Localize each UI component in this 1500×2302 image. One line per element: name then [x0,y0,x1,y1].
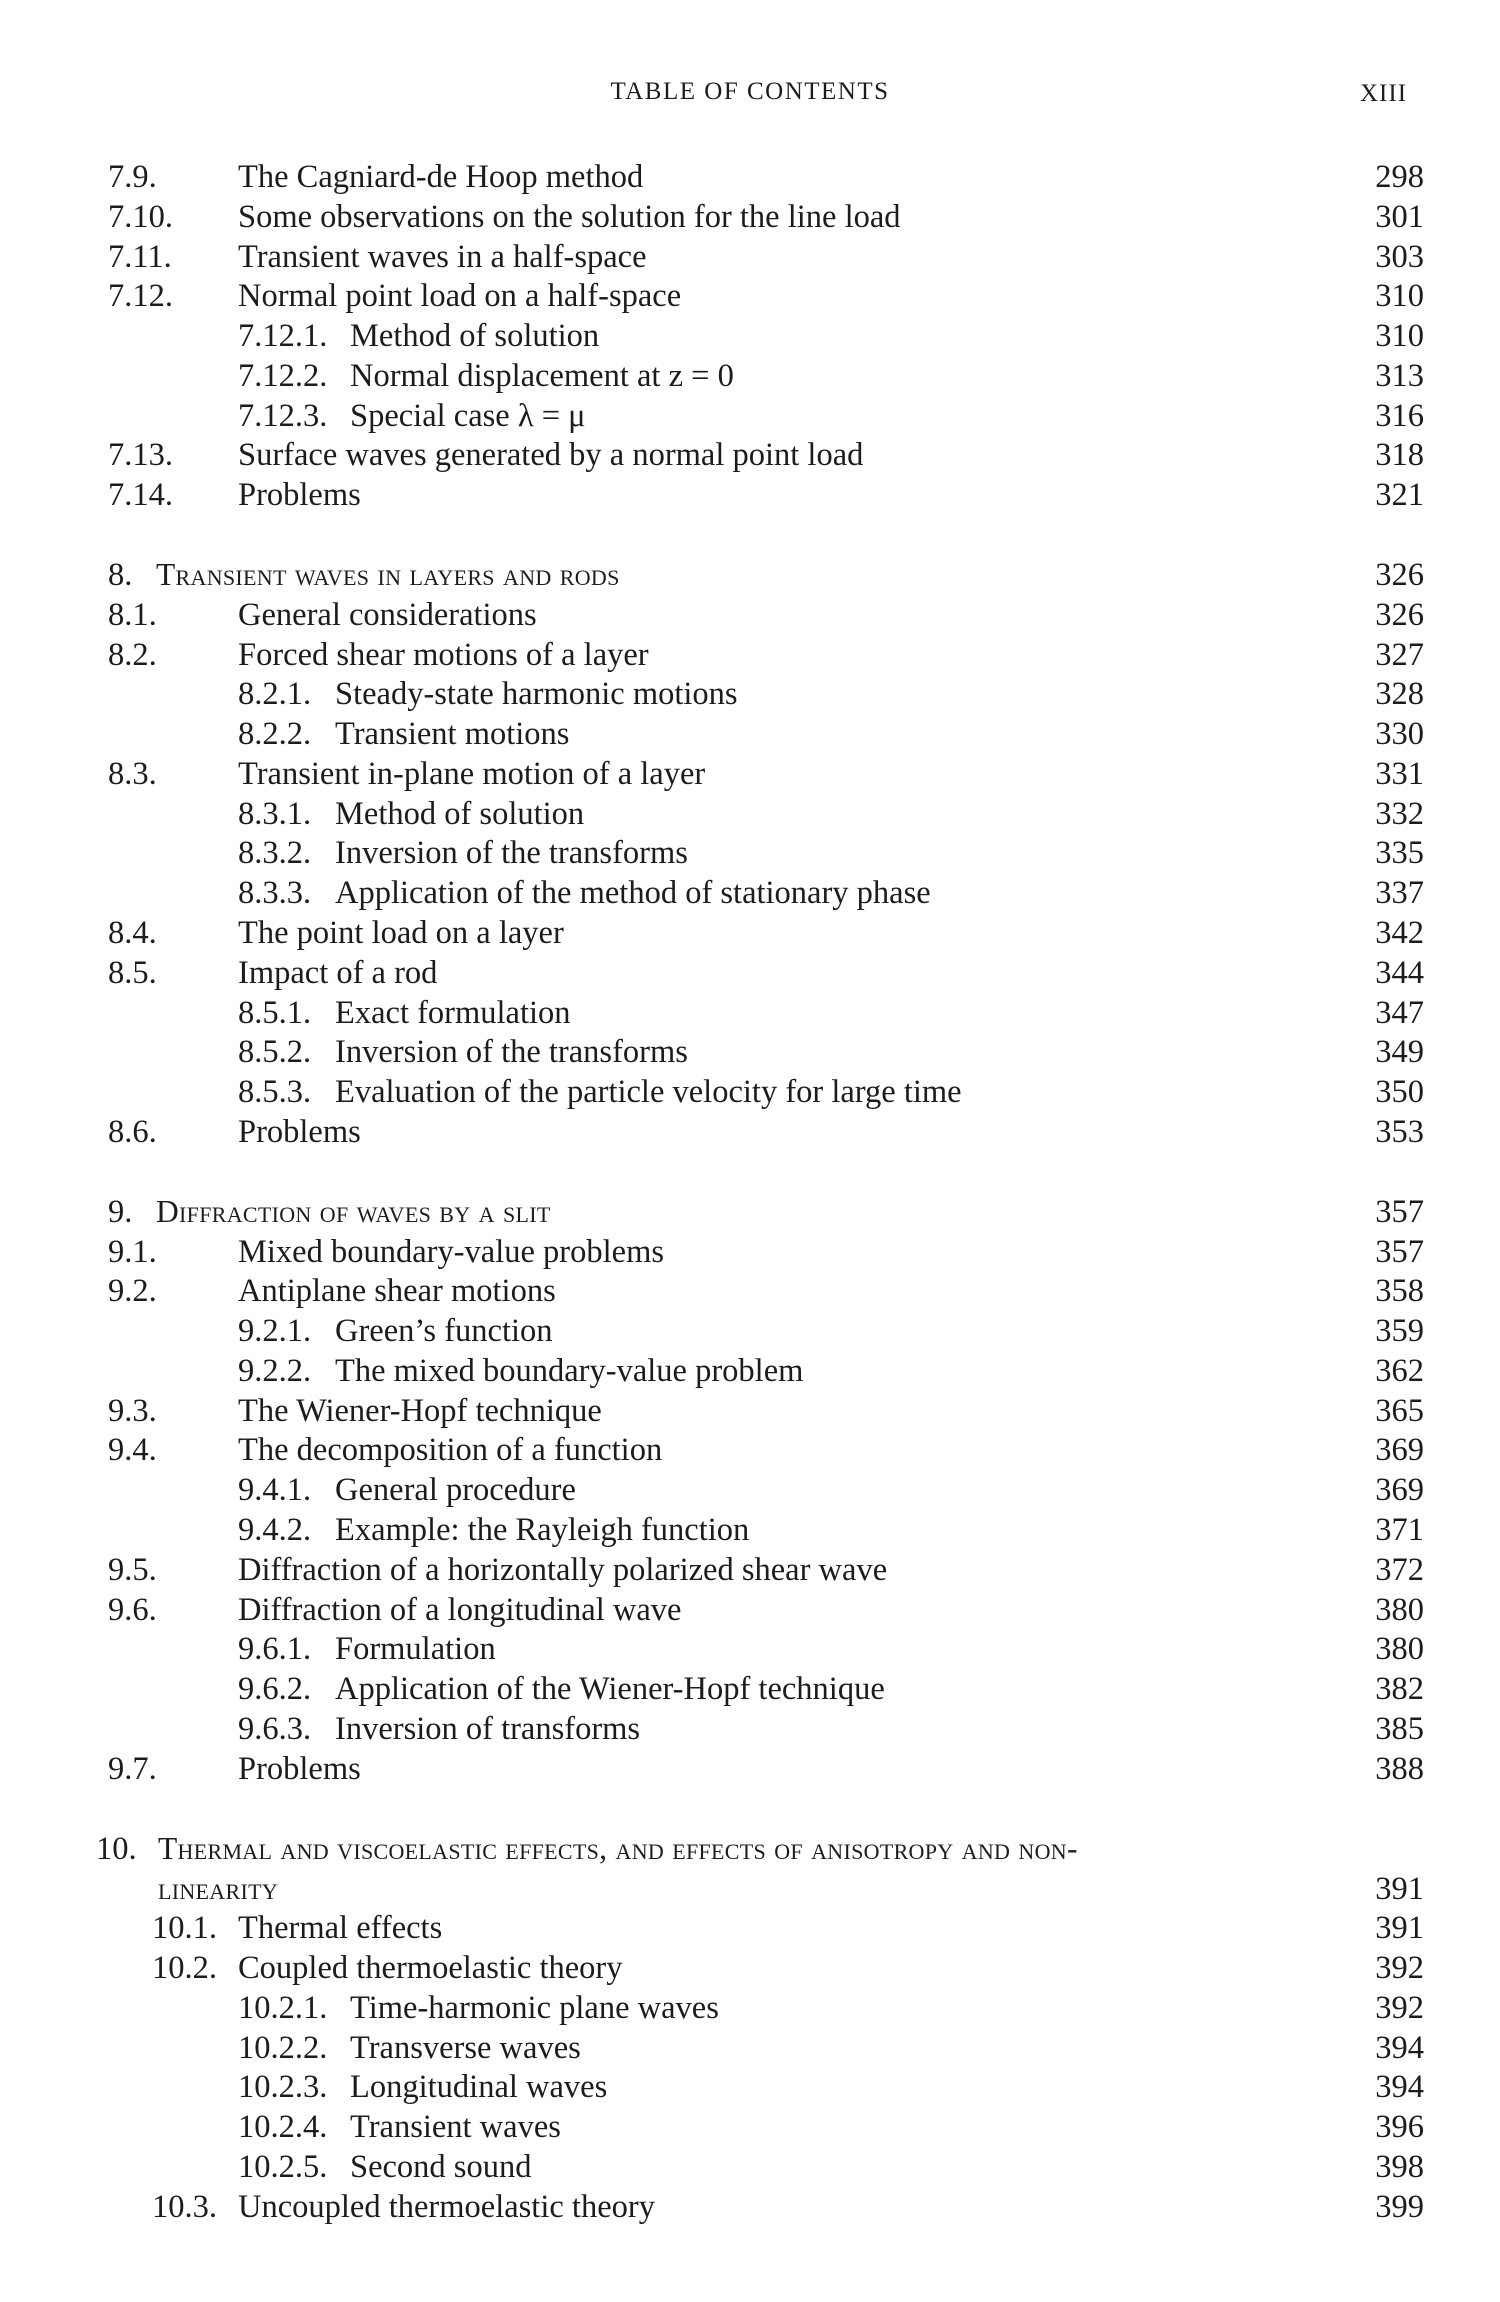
toc-entry-title: Transient motions [335,716,570,752]
toc-chapter-entry [0,1829,1500,1869]
toc-entry-title: Second sound [350,2149,532,2185]
toc-entry-page: 350 [1375,1074,1424,1110]
toc-entry [0,157,1500,197]
toc-entry-number: 10.2.5. [238,2149,328,2185]
toc-entry-title: Diffraction of waves by a slit [156,1194,551,1229]
toc-entry-title: Problems [238,1751,361,1787]
toc-entry-number: 7.9. [108,159,157,195]
toc-entry-title: Method of solution [350,318,600,354]
toc-entry-title: Diffraction of a longitudinal wave [238,1592,682,1628]
toc-entry-number: 10.2.1. [238,1990,328,2026]
toc-entry-number: 9.4.2. [238,1512,312,1548]
toc-entry-number: 10.2. [152,1950,217,1986]
toc-entry-page: 362 [1375,1353,1424,1389]
page-number: XIII [1360,80,1408,107]
toc-entry [0,2028,1500,2068]
toc-entry-title: Green’s function [335,1313,553,1349]
toc-entry [0,1590,1500,1630]
toc-entry [0,714,1500,754]
toc-entry-number: 9.6.2. [238,1671,312,1707]
toc-entry [0,356,1500,396]
toc-entry [0,1669,1500,1709]
toc-chapter-entry [0,555,1500,595]
toc-entry-page: 335 [1375,835,1424,871]
toc-entry-page: 357 [1375,1234,1424,1270]
toc-entry-page: 382 [1375,1671,1424,1707]
toc-entry-page: 326 [1375,557,1424,593]
toc-entry [0,237,1500,277]
toc-entry-number: 8.1. [108,597,157,633]
toc-entry-page: 369 [1375,1472,1424,1508]
toc-entry-number: 8.2.2. [238,716,312,752]
toc-entry-number: 7.14. [108,477,173,513]
toc-entry [0,1629,1500,1669]
toc-entry-page: 391 [1375,1871,1424,1907]
toc-entry-title: Inversion of the transforms [335,1034,688,1070]
toc-entry-page: 313 [1375,358,1424,394]
toc-entry-number: 7.10. [108,199,173,235]
toc-entry-title: The mixed boundary-value problem [335,1353,804,1389]
toc-entry-title: Transient waves in layers and rods [156,557,620,592]
toc-entry [0,197,1500,237]
toc-entry-page: 359 [1375,1313,1424,1349]
toc-entry-title: Time-harmonic plane waves [350,1990,719,2026]
toc-entry-number: 10.3. [152,2189,217,2225]
toc-entry [0,435,1500,475]
toc-entry [0,396,1500,436]
toc-entry-page: 303 [1375,239,1424,275]
toc-entry-title: Problems [238,477,361,513]
toc-entry-title: Thermal and viscoelastic effects, and effects of anisotropy and non- [158,1831,1078,1866]
toc-entry-title: Coupled thermoelastic theory [238,1950,623,1986]
toc-entry-page: 371 [1375,1512,1424,1548]
toc-entry-page: 347 [1375,995,1424,1031]
toc-entry-number: 8.2. [108,637,157,673]
toc-entry-page: 388 [1375,1751,1424,1787]
toc-entry-number: 8.3.1. [238,796,312,832]
toc-entry-number: 8.3. [108,756,157,792]
toc-entry-title: Mixed boundary-value problems [238,1234,665,1270]
toc-entry-number: 9.6.3. [238,1711,312,1747]
toc-entry-number: 7.11. [108,239,172,275]
toc-entry [0,1351,1500,1391]
toc-entry-number: 8.5. [108,955,157,991]
toc-entry-number: 7.12.3. [238,398,328,434]
toc-entry-title: General procedure [335,1472,576,1508]
toc-entry [0,1948,1500,1988]
toc-entry [0,794,1500,834]
toc-entry-page: 399 [1375,2189,1424,2225]
toc-entry-number: 8.3.2. [238,835,312,871]
toc-entry-title: Normal point load on a half-space [238,278,682,314]
toc-entry-number: 8. [108,557,133,593]
toc-entry-title: Method of solution [335,796,585,832]
toc-entry-page: 392 [1375,1990,1424,2026]
toc-entry [0,1988,1500,2028]
toc-entry [0,1869,1500,1909]
toc-entry-title: Exact formulation [335,995,571,1031]
toc-entry-title: Transient waves in a half-space [238,239,647,275]
toc-entry [0,635,1500,675]
toc-entry [0,316,1500,356]
toc-entry [0,754,1500,794]
toc-entry-title: Normal displacement at z = 0 [350,358,734,394]
toc-entry-title: Special case λ = μ [350,398,586,434]
toc-entry-page: 357 [1375,1194,1424,1230]
toc-entry-page: 321 [1375,477,1424,513]
toc-entry-title: Transient in-plane motion of a layer [238,756,706,792]
toc-entry-number: 8.4. [108,915,157,951]
toc-entry-title: Example: the Rayleigh function [335,1512,750,1548]
toc-entry [0,1032,1500,1072]
toc-entry [0,913,1500,953]
toc-entry-page: 394 [1375,2069,1424,2105]
toc-entry-title: Antiplane shear motions [238,1273,556,1309]
toc-entry-number: 9.2.2. [238,1353,312,1389]
toc-entry-title: Evaluation of the particle velocity for large time [335,1074,962,1110]
toc-entry-number: 8.5.3. [238,1074,312,1110]
toc-entry-page: 392 [1375,1950,1424,1986]
toc-entry [0,595,1500,635]
toc-entry [0,1510,1500,1550]
toc-entry-title: The Wiener-Hopf technique [238,1393,602,1429]
toc-entry-title: Thermal effects [238,1910,443,1946]
toc-entry [0,1709,1500,1749]
toc-entry-number: 9.1. [108,1234,157,1270]
toc-entry-page: 337 [1375,875,1424,911]
toc-entry-number: 7.12.2. [238,358,328,394]
toc-entry [0,2187,1500,2227]
toc-entry [0,2067,1500,2107]
toc-entry-title: Inversion of the transforms [335,835,688,871]
toc-entry-title: The decomposition of a function [238,1432,663,1468]
toc-entry [0,1232,1500,1272]
toc-entry [0,873,1500,913]
toc-entry-title: Transient waves [350,2109,561,2145]
toc-entry-number: 9.6. [108,1592,157,1628]
toc-entry-page: 301 [1375,199,1424,235]
toc-entry-page: 398 [1375,2149,1424,2185]
toc-entry-number: 9.7. [108,1751,157,1787]
toc-entry-number: 9.4. [108,1432,157,1468]
toc-entry-title: Uncoupled thermoelastic theory [238,2189,655,2225]
toc-entry-page: 385 [1375,1711,1424,1747]
toc-entry-number: 10.2.4. [238,2109,328,2145]
toc-entry-number: 8.3.3. [238,875,312,911]
toc-entry [0,475,1500,515]
toc-entry [0,674,1500,714]
toc-entry-number: 8.2.1. [238,676,312,712]
toc-entry [0,1311,1500,1351]
toc-entry-title: Forced shear motions of a layer [238,637,649,673]
toc-entry [0,276,1500,316]
toc-entry-title: linearity [158,1871,279,1906]
toc-chapter-entry [0,1192,1500,1232]
toc-entry [0,833,1500,873]
toc-entry [0,1749,1500,1789]
toc-entry-title: Steady-state harmonic motions [335,676,738,712]
toc-entry-page: 327 [1375,637,1424,673]
toc-entry-title: Transverse waves [350,2030,581,2066]
toc-entry-page: 369 [1375,1432,1424,1468]
toc-entry-page: 365 [1375,1393,1424,1429]
toc-entry [0,1271,1500,1311]
toc-entry-page: 372 [1375,1552,1424,1588]
toc-entry-title: Diffraction of a horizontally polarized shear wave [238,1552,888,1588]
toc-entry [0,1112,1500,1152]
toc-entry-page: 310 [1375,278,1424,314]
toc-entry-number: 9. [108,1194,133,1230]
toc-entry [0,1072,1500,1112]
toc-entry [0,2147,1500,2187]
toc-entry-title: Application of the Wiener-Hopf technique [335,1671,885,1707]
toc-entry-title: Problems [238,1114,361,1150]
toc-entry-title: Inversion of transforms [335,1711,641,1747]
toc-entry-number: 9.2.1. [238,1313,312,1349]
toc-entry [0,993,1500,1033]
toc-entry [0,1430,1500,1470]
toc-entry-number: 8.6. [108,1114,157,1150]
toc-entry-number: 9.2. [108,1273,157,1309]
toc-entry-number: 7.12. [108,278,173,314]
toc-entry-number: 9.4.1. [238,1472,312,1508]
toc-entry-number: 9.6.1. [238,1631,312,1667]
toc-entry [0,1550,1500,1590]
toc-entry-page: 342 [1375,915,1424,951]
toc-entry-number: 7.13. [108,437,173,473]
toc-entry-number: 10.1. [152,1910,217,1946]
toc-entry-page: 331 [1375,756,1424,792]
toc-entry-page: 358 [1375,1273,1424,1309]
toc-entry-page: 380 [1375,1592,1424,1628]
toc-entry [0,1908,1500,1948]
toc-entry-page: 394 [1375,2030,1424,2066]
toc-entry-page: 332 [1375,796,1424,832]
toc-entry-title: The Cagniard-de Hoop method [238,159,644,195]
toc-entry-page: 328 [1375,676,1424,712]
toc-entry-page: 318 [1375,437,1424,473]
toc-entry-title: Longitudinal waves [350,2069,608,2105]
toc-entry-title: General considerations [238,597,537,633]
toc-entry-page: 310 [1375,318,1424,354]
toc-entry-page: 353 [1375,1114,1424,1150]
toc-entry-page: 316 [1375,398,1424,434]
toc-entry [0,1391,1500,1431]
toc-entry-page: 326 [1375,597,1424,633]
toc-entry-title: The point load on a layer [238,915,564,951]
toc-entry-number: 10. [96,1831,137,1867]
toc-entry-number: 8.5.1. [238,995,312,1031]
toc-entry-title: Formulation [335,1631,496,1667]
toc-entry-title: Application of the method of stationary phase [335,875,931,911]
toc-entry-number: 8.5.2. [238,1034,312,1070]
toc-entry-title: Surface waves generated by a normal point load [238,437,864,473]
toc-entry-title: Some observations on the solution for the line load [238,199,901,235]
toc-entry-page: 330 [1375,716,1424,752]
toc-entry [0,1470,1500,1510]
toc-entry-number: 9.5. [108,1552,157,1588]
toc-entry [0,2107,1500,2147]
toc-entry-page: 391 [1375,1910,1424,1946]
toc-entry-title: Impact of a rod [238,955,438,991]
running-header-title: TABLE OF CONTENTS [610,78,890,105]
toc-entry-number: 10.2.2. [238,2030,328,2066]
toc-entry-page: 396 [1375,2109,1424,2145]
toc-entry-page: 349 [1375,1034,1424,1070]
toc-entry-number: 9.3. [108,1393,157,1429]
toc-entry-page: 344 [1375,955,1424,991]
toc-entry [0,953,1500,993]
toc-entry-number: 7.12.1. [238,318,328,354]
toc-entry-page: 298 [1375,159,1424,195]
toc-entry-page: 380 [1375,1631,1424,1667]
toc-entry-number: 10.2.3. [238,2069,328,2105]
